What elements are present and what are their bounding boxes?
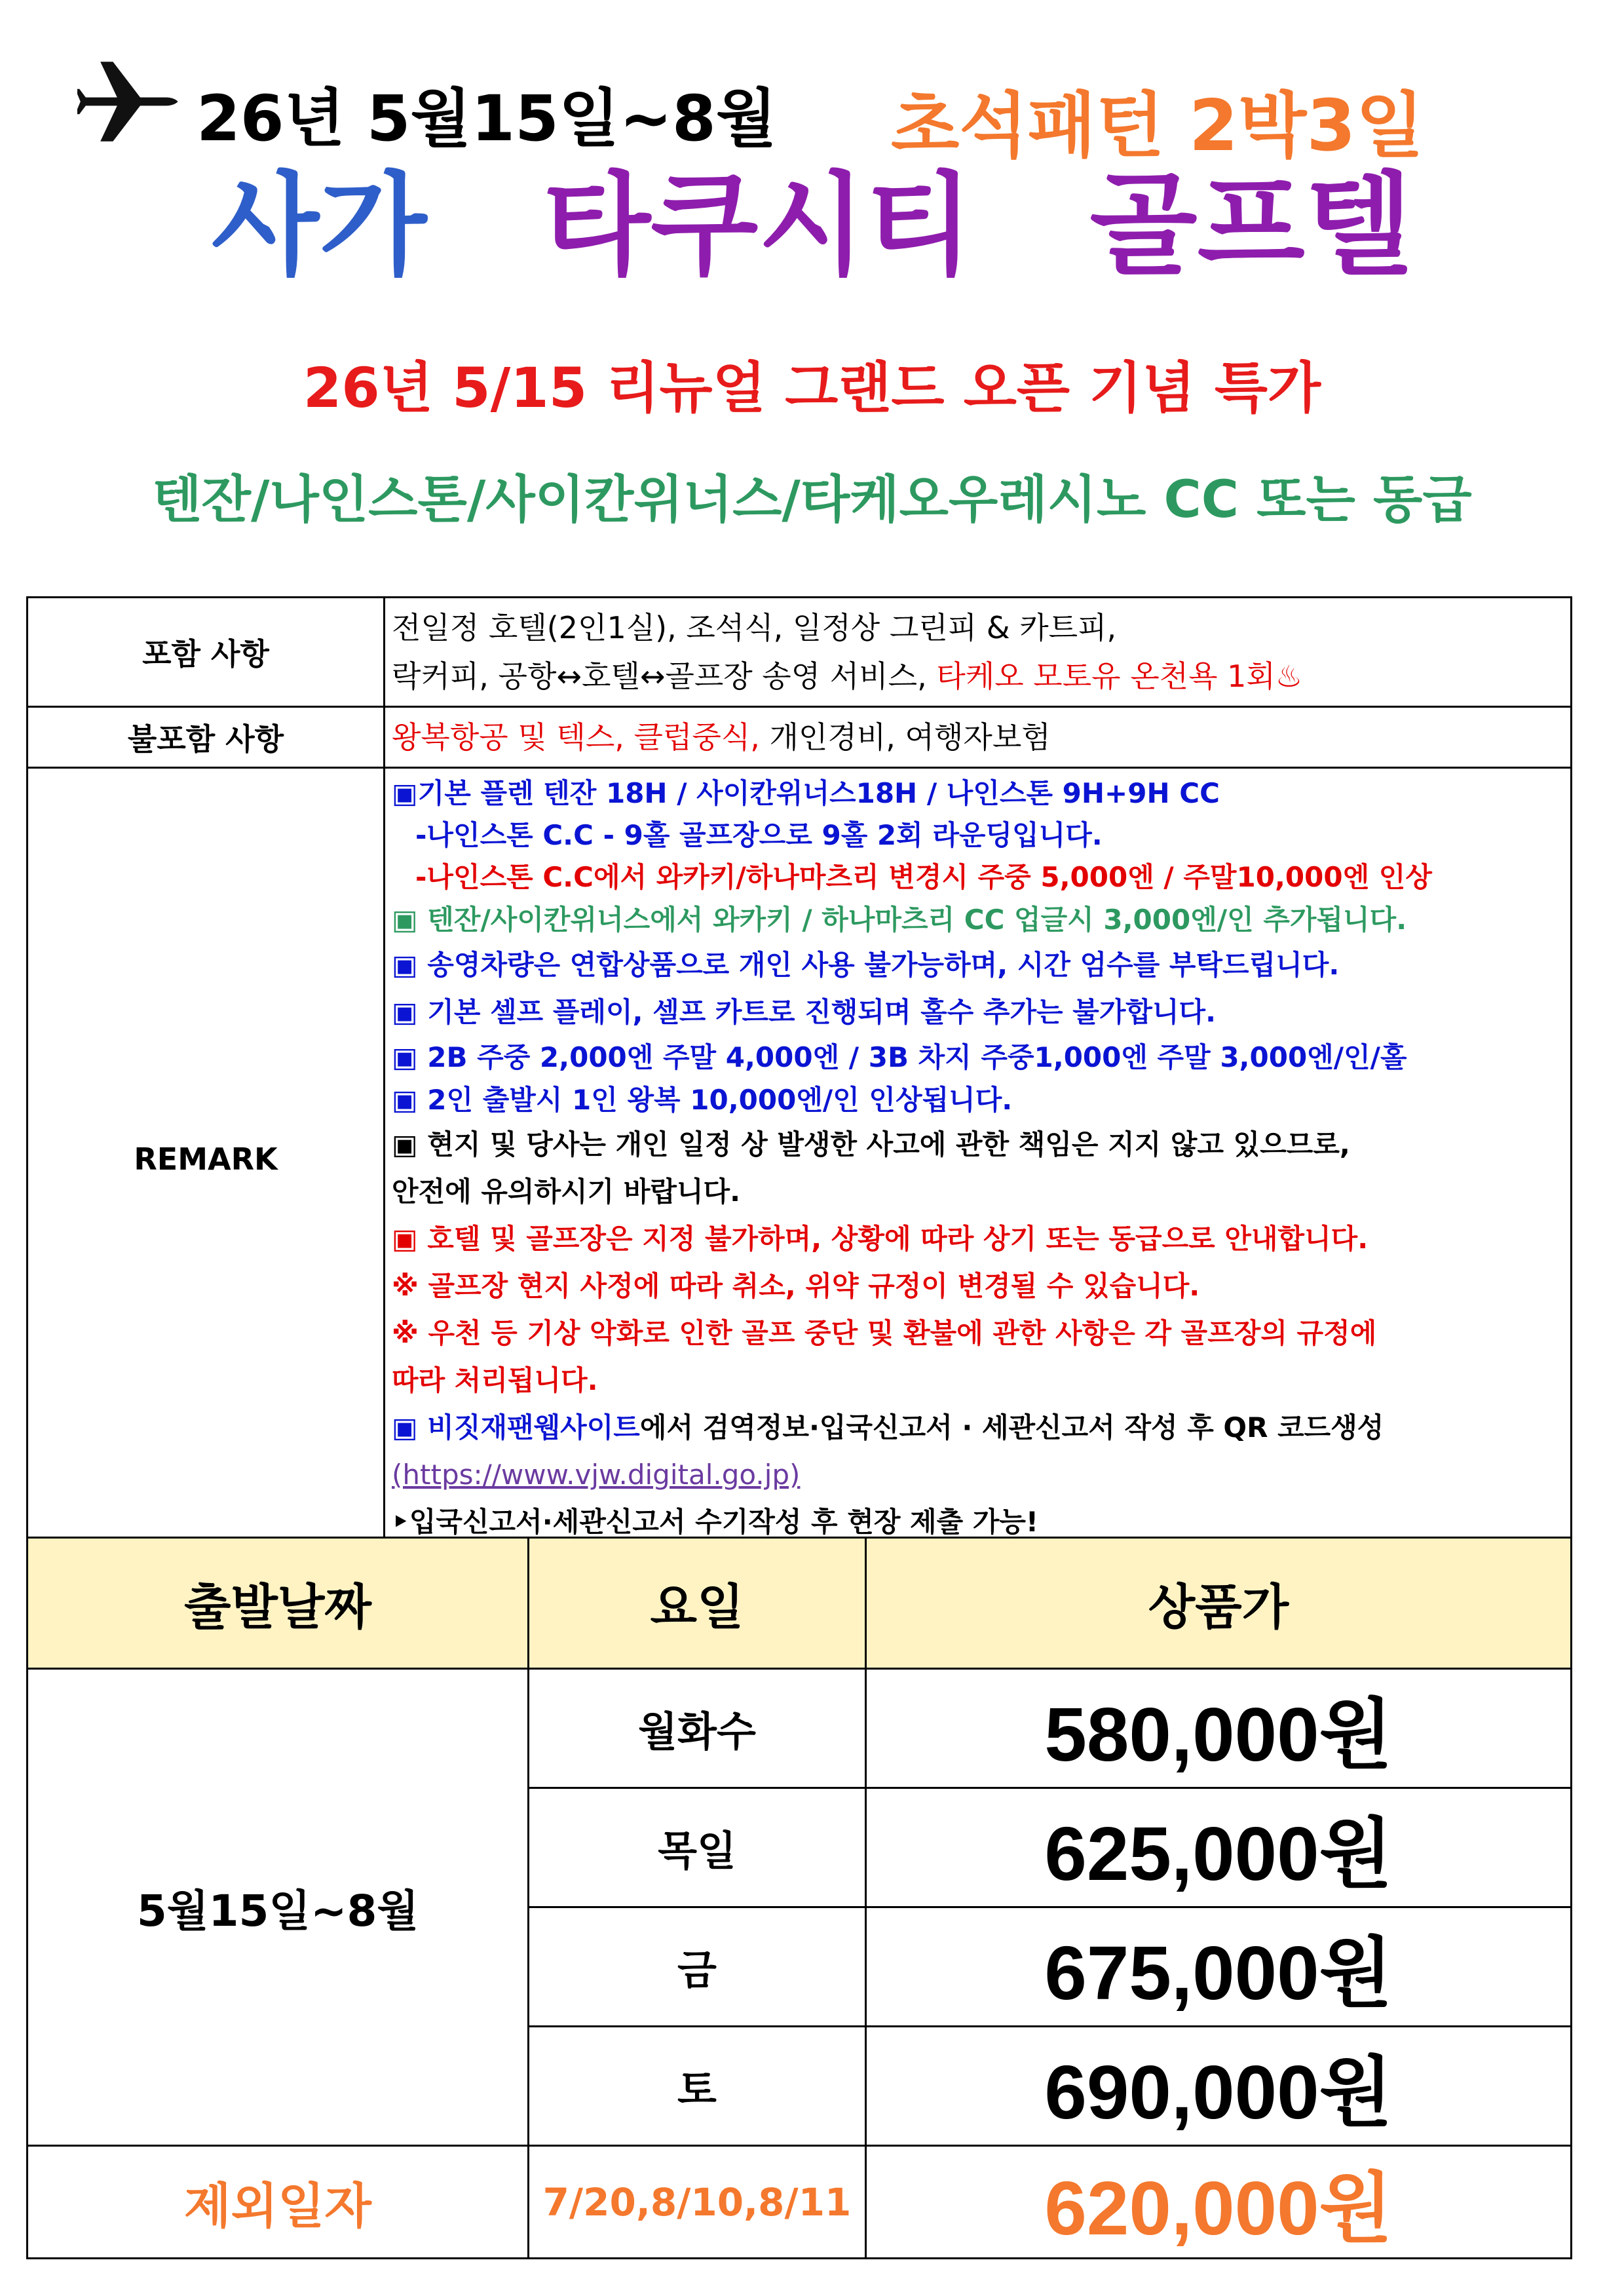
included-label: 포함 사항 xyxy=(28,598,385,707)
remark-item: ※ 골프장 현지 사정에 따라 취소, 위약 규정이 변경될 수 있습니다. xyxy=(392,1270,1200,1302)
remark-item xyxy=(392,1404,1564,1451)
row-price: 675,000원 xyxy=(866,1907,1572,2027)
title-pattern: 초석패턴 2박3일 xyxy=(891,85,1424,167)
title-period: 26년 5월15일~8월 xyxy=(197,82,777,155)
remark-item: ▣ 기본 셀프 플레이, 셀프 카트로 진행되며 홀수 추가는 불가합니다. xyxy=(392,996,1217,1028)
airplane-icon xyxy=(77,49,182,154)
row-day: 토 xyxy=(529,2027,866,2146)
table-row xyxy=(28,1669,1572,1788)
info-table xyxy=(26,596,1572,1552)
row-price: 690,000원 xyxy=(866,2027,1572,2146)
title-golftel: 골프텔 xyxy=(1089,161,1413,291)
included-line-1: 전일정 호텔(2인1실), 조석식, 일정상 그린피 & 카트피, xyxy=(392,610,1117,645)
remark-item: 안전에 유의하시기 바랍니다. xyxy=(392,1176,741,1208)
remark-item: -나인스톤 C.C에서 와카키/하나마츠리 변경시 주중 5,000엔 / 주말10,000엔 인상 xyxy=(415,861,1432,893)
title-line-1 xyxy=(0,49,1624,167)
excluded-red: 왕복항공 및 텍스, 클럽중식, xyxy=(392,719,760,755)
promo-subtitle: 26년 5/15 리뉴얼 그랜드 오픈 기념 특가 xyxy=(303,356,1321,420)
exclusion-row xyxy=(28,2146,1572,2259)
exclusion-dates: 7/20,8/10,8/11 xyxy=(529,2146,866,2259)
remark-item: -나인스톤 C.C - 9홀 골프장으로 9홀 2회 라운딩입니다. xyxy=(415,819,1103,851)
vjw-url[interactable]: (https://www.vjw.digital.go.jp) xyxy=(392,1459,801,1491)
remark-item: ‣입국신고서·세관신고서 수기작성 후 현장 제출 가능! xyxy=(392,1506,1039,1538)
included-value xyxy=(385,598,1572,707)
vjw-link[interactable] xyxy=(392,1451,1564,1499)
excluded-black: 개인경비, 여행자보험 xyxy=(759,719,1051,755)
remark-item: ▣ 송영차량은 연합상품으로 개인 사용 불가능하며, 시간 엄수를 부탁드립니다. xyxy=(392,949,1340,981)
remark-row xyxy=(28,768,1572,1551)
remark-item: ▣ 호텔 및 골프장은 지정 불가하며, 상황에 따라 상기 또는 동급으로 안내합니다. xyxy=(392,1223,1369,1255)
remark-item: ※ 우천 등 기상 악화로 인한 골프 중단 및 환불에 관한 사항은 각 골프장의 규정에 xyxy=(392,1317,1377,1349)
title-line-2 xyxy=(0,161,1624,292)
col-header-price: 상품가 xyxy=(866,1538,1572,1669)
remark-item: ▣ 2인 출발시 1인 왕복 10,000엔/인 인상됩니다. xyxy=(392,1084,1013,1116)
vjw-instructions: 에서 검역정보·입국신고서 · 세관신고서 작성 후 QR 코드생성 xyxy=(639,1411,1384,1444)
row-price: 625,000원 xyxy=(866,1788,1572,1907)
excluded-row xyxy=(28,707,1572,768)
included-services: 락커피, 공항↔호텔↔골프장 송영 서비스, xyxy=(392,659,937,694)
included-row xyxy=(28,598,1572,707)
excluded-label: 불포함 사항 xyxy=(28,707,385,768)
departure-period: 5월15일~8월 xyxy=(28,1669,529,2146)
included-line-2 xyxy=(392,652,1564,700)
courses-subtitle: 텐잔/나인스톤/사이칸위너스/타케오우레시노 CC 또는 동급 xyxy=(152,470,1472,529)
exclusion-price: 620,000원 xyxy=(866,2146,1572,2259)
col-header-day: 요일 xyxy=(529,1538,866,1669)
remark-item: ▣ 2B 주중 2,000엔 주말 4,000엔 / 3B 차지 주중1,000엔 주말 3,000엔/인/홀 xyxy=(392,1041,1407,1073)
included-onsen: 타케오 모토유 온천욕 1회♨ xyxy=(936,659,1303,694)
remark-list xyxy=(385,768,1572,1551)
remark-item: ▣ 현지 및 당사는 개인 일정 상 발생한 사고에 관한 책임은 지지 않고 있으므로, xyxy=(392,1128,1350,1160)
row-price: 580,000원 xyxy=(866,1669,1572,1788)
title-city: 타쿠시티 xyxy=(542,161,973,291)
price-table-header xyxy=(28,1538,1572,1669)
row-day: 월화수 xyxy=(529,1669,866,1788)
vjw-site-name: ▣ 비짓재팬웹사이트 xyxy=(392,1411,640,1444)
remark-label: REMARK xyxy=(28,768,385,1551)
remark-item: 따라 처리됩니다. xyxy=(392,1364,598,1396)
exclusion-label: 제외일자 xyxy=(28,2146,529,2259)
remark-item: ▣기본 플렌 텐잔 18H / 사이칸위너스18H / 나인스톤 9H+9H CC xyxy=(392,777,1220,809)
row-day: 목일 xyxy=(529,1788,866,1907)
col-header-date: 출발날짜 xyxy=(28,1538,529,1669)
excluded-value xyxy=(385,707,1572,768)
row-day: 금 xyxy=(529,1907,866,2027)
title-region: 사가 xyxy=(211,161,427,291)
price-table xyxy=(26,1537,1572,2259)
remark-item: ▣ 텐잔/사이칸위너스에서 와카키 / 하나마츠리 CC 업글시 3,000엔/인 추가됩니다. xyxy=(392,904,1407,936)
